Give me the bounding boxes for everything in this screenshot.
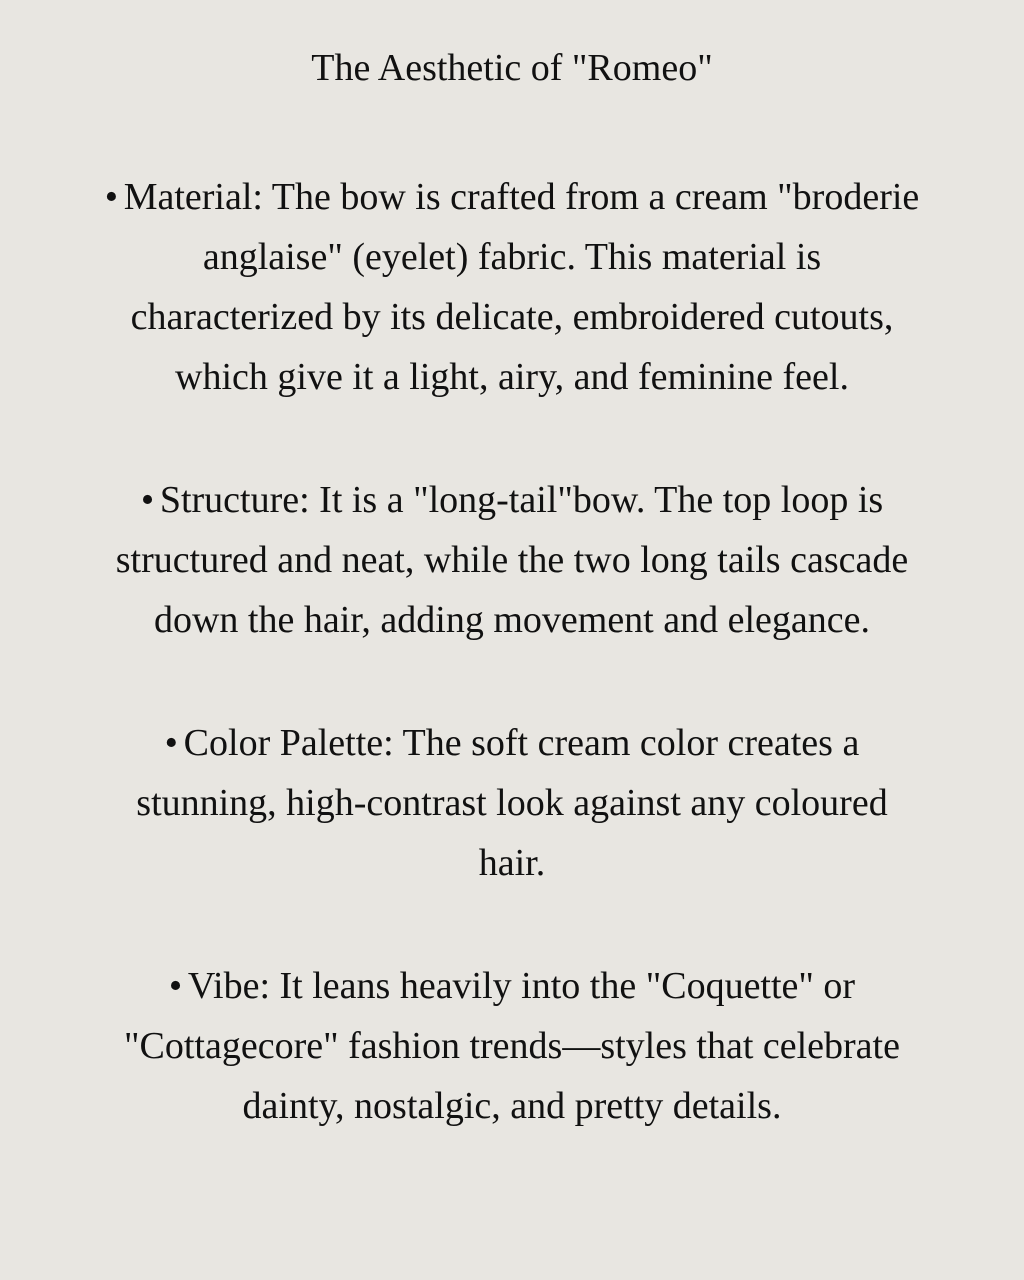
bullet-point-icon: • xyxy=(168,965,183,1007)
bullet-list xyxy=(100,167,924,1136)
bullet-structure xyxy=(100,470,924,650)
bullet-point-icon: • xyxy=(164,722,178,764)
document-title: The Aesthetic of "Romeo" xyxy=(311,47,713,89)
bullet-vibe xyxy=(100,956,924,1136)
bullet-text: Structure: It is a "long-tail"bow. The top loop is structured and neat, while the two long tails cascade down the hair, adding movement and elegance. xyxy=(115,479,909,641)
bullet-color-palette xyxy=(100,713,924,893)
bullet-point-icon: • xyxy=(104,176,119,218)
bullet-material xyxy=(100,167,924,407)
bullet-text: Vibe: It leans heavily into the "Coquette" or "Cottagecore" fashion trends—styles that celebrate dainty, nostalgic, and pretty details. xyxy=(124,965,900,1127)
bullet-text: Color Palette: The soft cream color creates a stunning, high-contrast look against any coloured hair. xyxy=(136,722,888,884)
bullet-point-icon: • xyxy=(140,479,155,521)
bullet-text: Material: The bow is crafted from a cream "broderie anglaise" (eyelet) fabric. This material is characterized by its delicate, embroidered cutouts, which give it a light, airy, and feminine feel. xyxy=(123,176,920,398)
